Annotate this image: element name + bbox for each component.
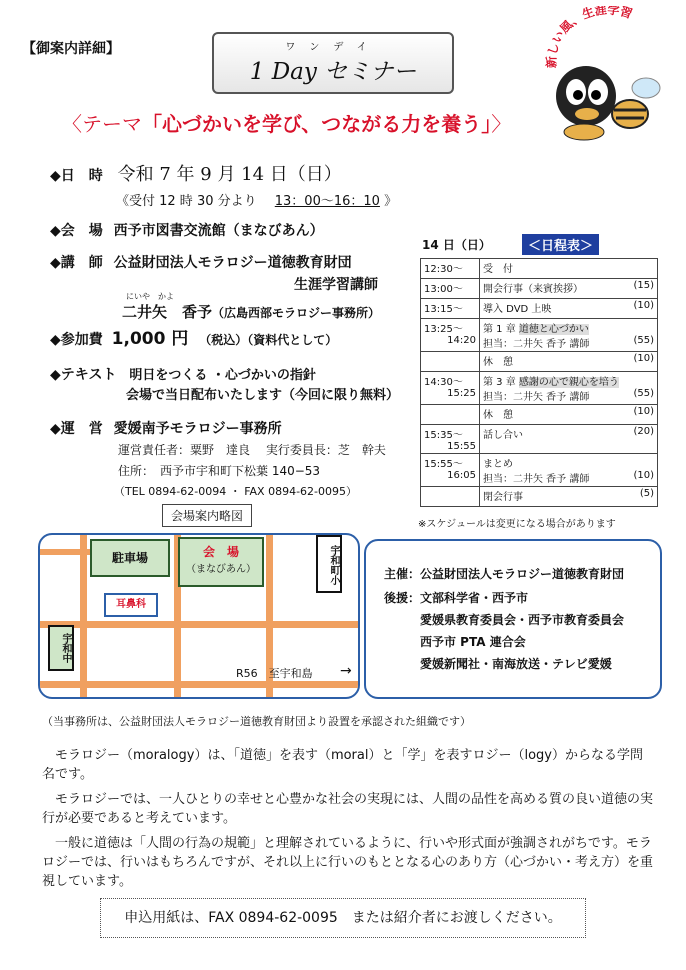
schedule-note: ※スケジュールは変更になる場合があります: [418, 519, 616, 530]
org-address: 住所： 西予市宇和町下松葉 140−53: [118, 464, 321, 478]
map-road: [40, 681, 358, 688]
fee-row: [50, 324, 337, 349]
schedule-row: [421, 319, 658, 352]
host-name: 公益財団法人モラロジー道徳教育財団: [420, 567, 625, 581]
org-value: 愛媛南予モラロジー事務所: [113, 421, 282, 437]
schedule-time: 14:30〜 15:25: [421, 372, 480, 405]
org-row: [50, 418, 282, 438]
support-label: 後援：: [384, 591, 421, 605]
org-staff: 運営責任者：粟野 達良 実行委員長：芝 幹夫: [118, 443, 386, 457]
fee-label: ◆参加費: [50, 332, 103, 348]
support-item: 愛媛新聞社・南海放送・テレビ愛媛: [420, 657, 612, 671]
lecturer-name: 二井矢 香予: [122, 303, 213, 321]
venue-label: ◆会 場: [50, 223, 103, 239]
map-venue-name: 会 場: [202, 545, 239, 559]
map-road: [80, 535, 87, 697]
title-ruby: ワンデイ: [285, 42, 381, 53]
fee-amount: 1,000 円: [111, 329, 189, 349]
text-note: 会場で当日配布いたします（今回に限り無料）: [126, 388, 400, 403]
lecturer-row: [50, 252, 352, 272]
schedule-row: [421, 454, 658, 487]
schedule-content: 導入 DVD 上映 (10): [480, 299, 658, 319]
arrow-right-icon: →: [340, 663, 352, 679]
venue-value: 西予市図書交流館（まなびあん）: [113, 223, 324, 239]
theme-suffix: 〉: [491, 112, 512, 136]
venue-row: [50, 220, 324, 240]
svg-text:新しい風、生涯学習: [544, 6, 635, 68]
org-label: ◆運 営: [50, 421, 103, 437]
schedule-row: [421, 259, 658, 279]
sponsor-box: [364, 539, 662, 699]
text-row: [50, 364, 316, 384]
map-parking: 駐車場: [90, 539, 170, 577]
schedule-content: 閉会行事 (5): [480, 487, 658, 507]
theme-prefix: 〈テーマ: [62, 112, 142, 136]
reception-row: [116, 190, 397, 209]
fee-note: （税込）（資料代として）: [199, 333, 338, 347]
lecturer-affil: （広島西部モラロジー事務所）: [212, 306, 381, 320]
map-ent-clinic: 耳鼻科: [104, 593, 158, 617]
schedule-time: 12:30〜: [421, 259, 480, 279]
mascot-logo: [538, 6, 670, 146]
mascot-text: 新しい風、生涯学習: [544, 6, 634, 69]
schedule-content: 第 3 章 感謝の心で親心を培う 担当：二井矢 香予 講師 (55): [480, 372, 658, 405]
lecturer-ruby: にいや かよ: [126, 292, 174, 301]
schedule-time: [421, 405, 480, 425]
seminar-title: 1 Day セミナー: [249, 59, 417, 85]
seminar-title-box: [212, 32, 454, 94]
host-row: [384, 565, 624, 582]
application-note: 申込用紙は、FAX 0894-62-0095 または紹介者にお渡しください。: [100, 898, 586, 938]
lecturer-name-row: [122, 301, 380, 322]
schedule-content: 第 1 章 道徳と心づかい 担当：二井矢 香予 講師 (55): [480, 319, 658, 352]
schedule-time: 13:15〜: [421, 299, 480, 319]
support-item: 愛媛県教育委員会・西予市教育委員会: [420, 613, 625, 627]
text-value: 明日をつくる ・心づかいの指針: [129, 368, 316, 383]
schedule-row: [421, 352, 658, 372]
schedule-date: 14 日（日）: [422, 238, 491, 252]
schedule-table: [420, 258, 658, 507]
theme-line: [62, 108, 511, 137]
schedule-content: 開会行事（来賓挨拶） (15): [480, 279, 658, 299]
schedule-row: [421, 425, 658, 454]
schedule-content: 話し合い (20): [480, 425, 658, 454]
schedule-row: [421, 299, 658, 319]
map-route: R56 至宇和島: [236, 667, 313, 680]
paragraph-2: モラロジーでは、一人ひとりの幸せと心豊かな社会の実現には、人間の品性を高める質の良い道徳の実行が必要であると考えています。: [42, 792, 654, 826]
map-venue: [178, 537, 264, 587]
map-school-uwa: 宇和町小: [316, 535, 342, 593]
lecturer-title: 生涯学習講師: [294, 277, 378, 293]
schedule-content: 受 付: [480, 259, 658, 279]
support-item: 文部科学省・西予市: [420, 591, 529, 605]
schedule-time: [421, 352, 480, 372]
schedule-content: まとめ 担当：二井矢 香予 講師 (10): [480, 454, 658, 487]
schedule-time: 15:55〜 16:05: [421, 454, 480, 487]
reception-time: 13：00〜16：10: [274, 194, 380, 209]
map-school-uwachu: 宇和中: [48, 625, 74, 671]
date-value: 令和 7 年 9 月 14 日（日）: [117, 164, 342, 185]
access-map: [38, 533, 360, 699]
theme-main: 「心づかいを学び、つながる力を養う」: [142, 112, 492, 136]
date-row: [50, 160, 342, 186]
org-tel: （TEL 0894-62-0094 ・ FAX 0894-62-0095）: [114, 485, 358, 498]
support-item: 西予市 PTA 連合会: [420, 635, 526, 649]
schedule-time: 15:35〜 15:55: [421, 425, 480, 454]
date-label: ◆日 時: [50, 168, 103, 184]
schedule-time: 13:00〜: [421, 279, 480, 299]
host-label: 主催：: [384, 567, 421, 581]
map-road: [40, 549, 94, 555]
schedule-time: 13:25〜 14:20: [421, 319, 480, 352]
schedule-row: [421, 487, 658, 507]
schedule-row: [421, 372, 658, 405]
info-tag: 【御案内詳細】: [22, 41, 120, 57]
map-venue-sub: （まなびあん）: [186, 564, 256, 575]
map-label: 会場案内略図: [162, 504, 252, 527]
lecturer-org: 公益財団法人モラロジー道徳教育財団: [113, 255, 352, 271]
schedule-content: 休 憩 (10): [480, 405, 658, 425]
text-label: ◆テキスト: [50, 367, 117, 383]
org-note: （当事務所は、公益財団法人モラロジー道徳教育財団より設置を承認された組織です）: [42, 715, 471, 728]
paragraph-1: モラロジー（moralogy）は、「道徳」を表す（moral）と「学」を表すロジー（logy）からなる学問名です。: [42, 748, 643, 782]
schedule-content: 休 憩 (10): [480, 352, 658, 372]
paragraph-3: 一般に道徳は「人間の行為の規範」と理解されているように、行いや形式面が強調されがちです。モラロジーでは、行いはもちろんですが、それ以上に行いのもととなる心のあり方（心づかい・考え方）を重視しています。: [42, 836, 654, 889]
schedule-badge: ＜日程表＞: [522, 234, 599, 255]
map-road: [40, 621, 358, 628]
schedule-time: [421, 487, 480, 507]
schedule-row: [421, 405, 658, 425]
reception-suffix: 》: [384, 194, 398, 209]
reception-prefix: 《受付 12 時 30 分より: [116, 194, 257, 209]
schedule-row: [421, 279, 658, 299]
lecturer-label: ◆講 師: [50, 255, 103, 271]
